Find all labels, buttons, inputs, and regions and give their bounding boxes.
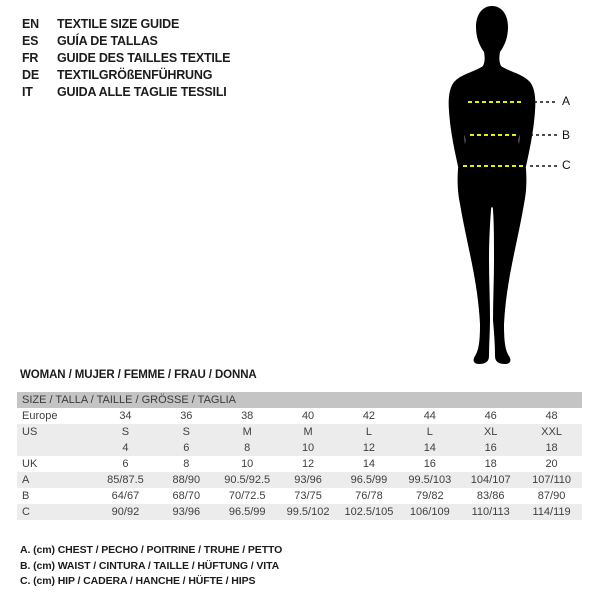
table-cell: 93/96 xyxy=(294,474,322,486)
table-cell: 102.5/105 xyxy=(344,506,394,518)
table-cell: 40 xyxy=(301,410,315,422)
table-cell: 79/82 xyxy=(416,490,444,502)
language-code: DE xyxy=(22,68,39,82)
table-row xyxy=(17,456,582,472)
table-cell: 6 xyxy=(122,458,129,470)
table-cell: 99.5/103 xyxy=(408,474,452,486)
woman-body-shape xyxy=(449,6,536,364)
table-cell: 76/78 xyxy=(355,490,383,502)
table-cell: 96.5/99 xyxy=(350,474,388,486)
table-cell: S xyxy=(182,426,190,438)
table-cell: 18 xyxy=(545,442,558,454)
table-cell: 88/90 xyxy=(172,474,201,486)
row-label: UK xyxy=(22,458,38,470)
table-cell: 99.5/102 xyxy=(286,506,330,518)
table-cell: 38 xyxy=(241,410,254,422)
language-row xyxy=(22,33,230,50)
table-cell: L xyxy=(365,426,372,438)
language-title: TEXTILGRÖßENFÜHRUNG xyxy=(57,68,213,82)
table-cell: 42 xyxy=(362,410,376,422)
table-cell: 90.5/92.5 xyxy=(224,474,271,486)
table-cell: 93/96 xyxy=(172,506,201,518)
table-cell: L xyxy=(426,426,433,438)
measure-label-a: A xyxy=(562,94,571,108)
table-cell: 70/72.5 xyxy=(228,490,266,502)
table-cell: 104/107 xyxy=(470,474,511,486)
table-cell: 20 xyxy=(545,458,558,470)
table-row xyxy=(17,440,582,456)
table-row xyxy=(17,472,582,488)
table-cell: 90/92 xyxy=(111,506,140,518)
table-cell: 14 xyxy=(423,442,436,454)
table-cell: 16 xyxy=(423,458,436,470)
table-cell: 34 xyxy=(119,410,132,422)
table-cell: M xyxy=(303,426,313,438)
table-cell: 4 xyxy=(122,442,129,454)
table-cell: 16 xyxy=(484,442,497,454)
table-cell: 106/109 xyxy=(409,506,450,518)
table-group-title: WOMAN / MUJER / FEMME / FRAU / DONNA xyxy=(20,369,257,381)
language-row xyxy=(22,67,230,84)
table-cell: 48 xyxy=(545,410,558,422)
woman-silhouette xyxy=(412,2,572,370)
table-cell: 46 xyxy=(484,410,497,422)
table-cell: 18 xyxy=(484,458,497,470)
table-cell: XXL xyxy=(541,426,562,438)
table-cell: XL xyxy=(483,426,498,438)
language-list xyxy=(22,16,230,101)
table-cell: 10 xyxy=(301,442,315,454)
table-cell: 83/86 xyxy=(476,490,505,502)
language-title: GUIDA ALLE TAGLIE TESSILI xyxy=(57,85,227,99)
language-row xyxy=(22,84,230,101)
table-cell: 64/67 xyxy=(111,490,140,502)
table-cell: 110/113 xyxy=(471,506,510,518)
size-table-header: SIZE / TALLA / TAILLE / GRÖSSE / TAGLIA xyxy=(17,392,582,408)
table-cell: 8 xyxy=(244,442,251,454)
legend-line-hip: C. (cm) HIP / CADERA / HANCHE / HÜFTE / HIPS xyxy=(20,575,256,588)
language-title: TEXTILE SIZE GUIDE xyxy=(57,17,180,31)
table-row xyxy=(17,424,582,440)
measure-label-c: C xyxy=(562,158,571,172)
table-cell: M xyxy=(242,426,252,438)
language-code: ES xyxy=(22,34,39,48)
table-cell: 36 xyxy=(180,410,193,422)
measure-label-b: B xyxy=(562,128,571,142)
language-code: IT xyxy=(22,85,33,99)
table-cell: 12 xyxy=(301,458,315,470)
table-row xyxy=(17,504,582,520)
legend-line-waist: B. (cm) WAIST / CINTURA / TAILLE / HÜFTUNG / VITA xyxy=(20,559,280,572)
body-measurement-figure xyxy=(412,2,572,370)
table-cell: 114/119 xyxy=(532,506,571,518)
table-cell: 96.5/99 xyxy=(228,506,266,518)
row-label: A xyxy=(22,474,30,486)
language-title: GUÍA DE TALLAS xyxy=(57,34,158,48)
size-table xyxy=(17,392,582,520)
language-code: EN xyxy=(22,17,39,31)
table-cell: 73/75 xyxy=(294,490,322,502)
row-label: C xyxy=(22,506,30,518)
table-cell: 8 xyxy=(183,458,190,470)
language-row xyxy=(22,50,230,67)
language-row xyxy=(22,16,230,33)
table-cell: 85/87.5 xyxy=(107,474,144,486)
legend-line-chest: A. (cm) CHEST / PECHO / POITRINE / TRUHE / PETTO xyxy=(20,544,283,556)
row-label: Europe xyxy=(22,410,58,422)
table-row xyxy=(17,488,582,504)
table-cell: 6 xyxy=(183,442,190,454)
table-cell: 10 xyxy=(241,458,254,470)
language-title: GUIDE DES TAILLES TEXTILE xyxy=(57,51,231,65)
table-cell: 107/110 xyxy=(532,474,572,486)
table-cell: 14 xyxy=(362,458,376,470)
table-cell: 87/90 xyxy=(537,490,566,502)
table-row xyxy=(17,408,582,424)
row-label: US xyxy=(22,426,38,438)
language-code: FR xyxy=(22,51,39,65)
row-label: B xyxy=(22,490,30,502)
table-cell: S xyxy=(121,426,130,438)
table-cell: 44 xyxy=(423,410,436,422)
table-cell: 68/70 xyxy=(172,490,201,502)
measurement-legend xyxy=(20,543,282,590)
size-table-body xyxy=(17,408,582,520)
table-cell: 12 xyxy=(362,442,376,454)
